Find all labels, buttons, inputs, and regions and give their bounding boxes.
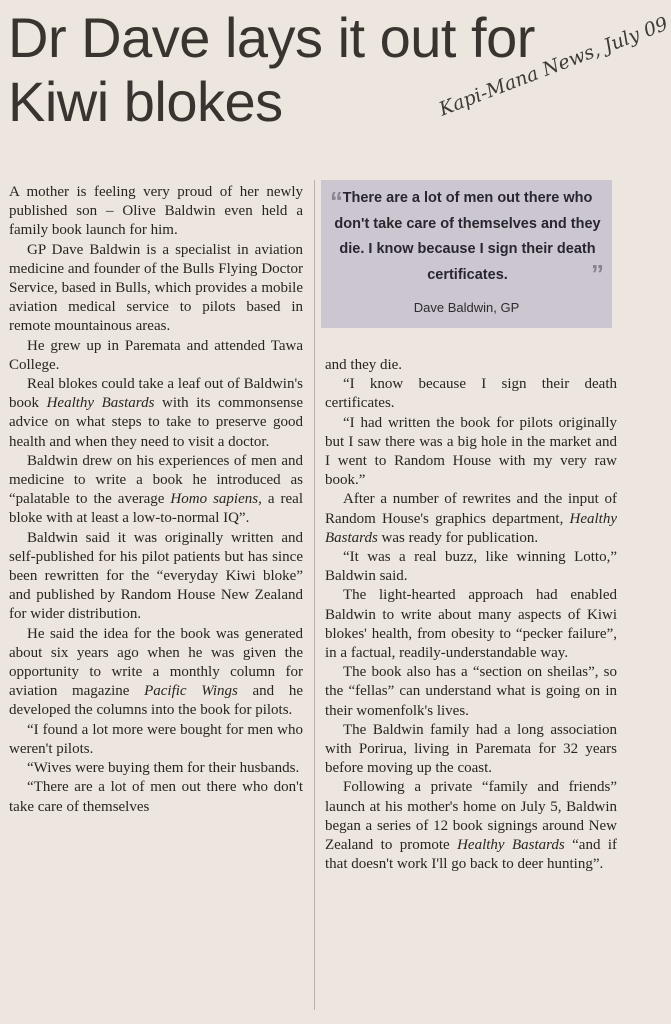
article-paragraph bbox=[325, 778, 617, 874]
paragraph-text: “Wives were buying them for their husbands. bbox=[27, 760, 300, 777]
italic-title: Healthy Bastards bbox=[325, 510, 617, 546]
paragraph-text: GP Dave Baldwin is a specialist in aviation medicine and founder of the Bulls Flying Doctor Service, based in Bulls, which provides a mobile aviation medical service to pilots based in remote mountainous areas. bbox=[9, 241, 303, 335]
paragraph-text: Following a private “family and friends” launch at his mother's home on July 5, Baldwin began a series of 12 book signings around New Zealand to promote bbox=[325, 779, 617, 854]
paragraph-text: and he developed the columns into the book for pilots. bbox=[9, 683, 303, 719]
paragraph-text: The Baldwin family had a long association with Porirua, living in Paremata for 32 years before moving up the coast. bbox=[325, 721, 617, 777]
paragraph-text: “I had written the book for pilots originally but I saw there was a big hole in the market and I went to Random House with my very raw book.” bbox=[325, 414, 617, 489]
article-paragraph bbox=[9, 625, 303, 721]
article-paragraph bbox=[9, 721, 303, 759]
article-paragraph bbox=[325, 356, 617, 375]
paragraph-text: After a number of rewrites and the input of Random House's graphics department, bbox=[325, 491, 617, 527]
paragraph-text: and they die. bbox=[325, 357, 403, 373]
pull-quote bbox=[321, 180, 612, 328]
article-paragraph bbox=[325, 663, 617, 721]
paragraph-text: Real blokes could take a leaf out of Baldwin's book bbox=[9, 376, 303, 412]
pull-quote-attribution: Dave Baldwin, GP bbox=[413, 300, 520, 315]
paragraph-text: Baldwin said it was originally written and self-published for his pilot patients but has since been rewritten for the “everyday Kiwi bloke” and published by Random House New Zealand for wider distribution. bbox=[9, 529, 303, 623]
paragraph-text: The book also has a “section on sheilas”, so the “fellas” can understand what is going on in their womenfolk's lives. bbox=[325, 664, 617, 719]
article-paragraph bbox=[9, 183, 303, 241]
article-paragraph bbox=[325, 721, 617, 779]
handwritten-note: Kapi-Mana News, July 09 bbox=[436, 12, 671, 121]
italic-title: Homo sapiens bbox=[170, 491, 259, 508]
paragraph-text: Baldwin drew on his experiences of men and medicine to write a book he introduced as “palatable to the average bbox=[9, 452, 303, 508]
paragraph-text: “There are a lot of men out there who don't take care of themselves bbox=[9, 779, 303, 815]
article-paragraph bbox=[9, 529, 303, 625]
paragraph-text: He said the idea for the book was generated about six years ago when he was given the opportunity to write a monthly column for aviation magazine bbox=[9, 625, 303, 700]
article-column-2 bbox=[325, 356, 617, 874]
paragraph-text: “It was a real buzz, like winning Lotto,” Baldwin said. bbox=[325, 549, 617, 585]
paragraph-text: He grew up in Paremata and attended Tawa College. bbox=[9, 337, 303, 373]
article-paragraph bbox=[9, 759, 303, 778]
paragraph-text: The light-hearted approach had enabled Baldwin to write about many aspects of Kiwi blokes' health, from obesity to “pecker failure”, in a factual, readily-understandable way. bbox=[325, 587, 617, 662]
paragraph-text: “I know because I sign their death certificates. bbox=[325, 376, 617, 412]
paragraph-text: A mother is feeling very proud of her newly published son – Olive Baldwin even held a family book launch for him. bbox=[9, 184, 303, 239]
paragraph-text: was ready for publication. bbox=[377, 529, 539, 546]
paragraph-text: with its commonsense advice on what steps to take to preserve good health and when they need to visit a doctor. bbox=[9, 395, 303, 450]
paragraph-text: , a real bloke with at least a low-to-normal IQ”. bbox=[9, 491, 303, 527]
italic-title: Pacific Wings bbox=[144, 683, 238, 700]
article-paragraph bbox=[325, 548, 617, 586]
article-paragraph bbox=[9, 241, 303, 337]
paragraph-text: “I found a lot more were bought for men who weren't pilots. bbox=[9, 721, 303, 757]
column-divider bbox=[314, 180, 315, 1010]
article-paragraph bbox=[325, 490, 617, 548]
headline: Dr Dave lays it out for Kiwi blokes bbox=[8, 6, 535, 133]
pull-quote-text: There are a lot of men out there who don't take care of themselves and they die. I know because I sign their death certificates. bbox=[334, 190, 601, 283]
paragraph-text: “and if that doesn't work I'll go back to deer hunting”. bbox=[325, 837, 617, 873]
article-paragraph bbox=[9, 375, 303, 452]
close-quote-mark: ” bbox=[591, 259, 604, 289]
italic-title: Healthy Bastards bbox=[46, 395, 155, 412]
article-paragraph bbox=[325, 414, 617, 491]
article-paragraph bbox=[9, 778, 303, 816]
open-quote-mark: “ bbox=[330, 186, 343, 216]
article-paragraph bbox=[325, 586, 617, 663]
article-paragraph bbox=[9, 452, 303, 529]
article-paragraph bbox=[325, 375, 617, 413]
italic-title: Healthy Bastards bbox=[457, 837, 565, 854]
article-column-1 bbox=[9, 183, 303, 817]
article-paragraph bbox=[9, 337, 303, 375]
